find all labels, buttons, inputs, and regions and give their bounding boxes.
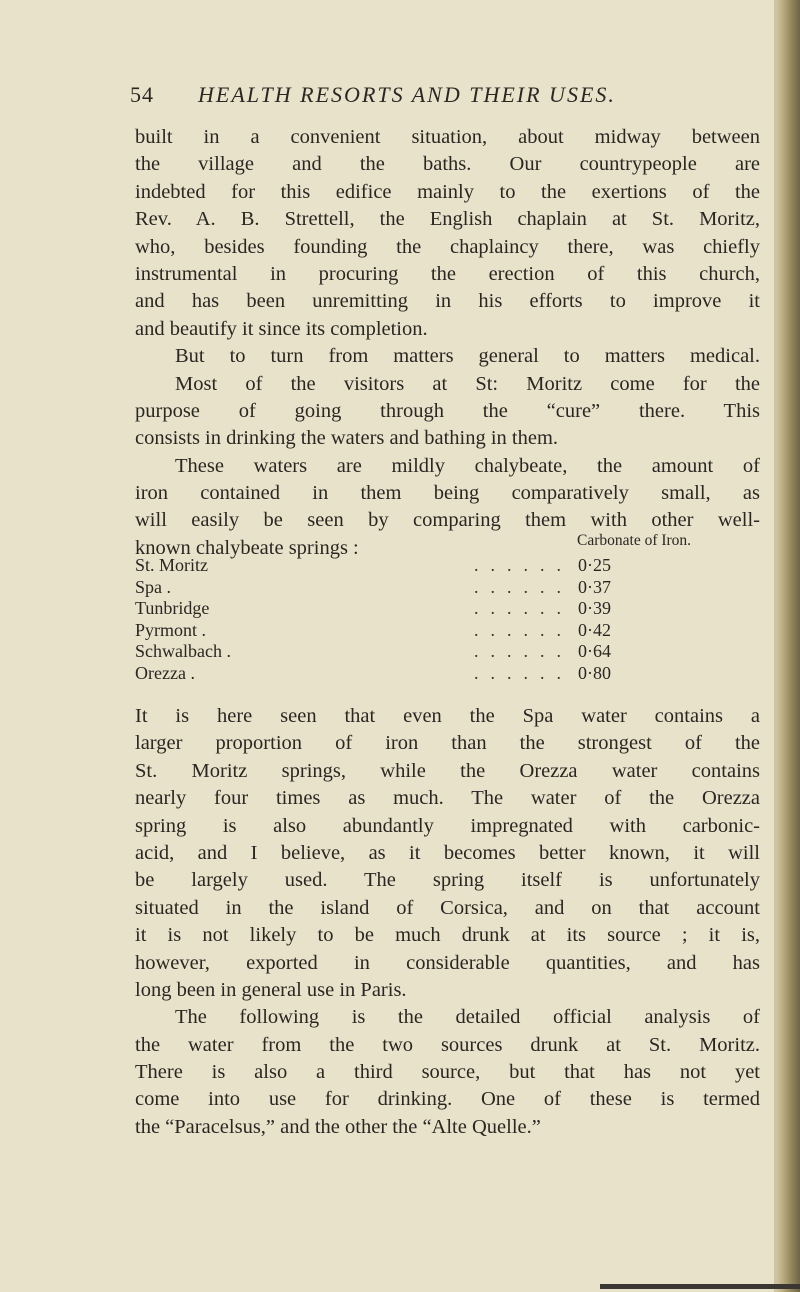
page-number: 54 — [130, 82, 154, 107]
iron-carbonate-value: 0·39 — [578, 598, 611, 618]
iron-carbonate-value: 0·25 — [578, 555, 611, 575]
table-caption: Carbonate of Iron. — [577, 532, 692, 549]
table-row — [135, 663, 715, 684]
running-title: HEALTH RESORTS AND THEIR USES. — [198, 82, 616, 107]
leader-dots: ...... — [474, 619, 573, 640]
text-line: It is here seen that even the Spa water contains a — [135, 705, 760, 727]
text-line: come into use for drinking. One of these is termed — [135, 1088, 760, 1111]
leader-dots: ...... — [474, 555, 573, 575]
spring-name: Schwalbach . — [135, 641, 231, 661]
table-row — [135, 555, 715, 576]
text-line: St. Moritz springs, while the Orezza water contains — [135, 759, 760, 782]
spring-name: Pyrmont . — [135, 619, 207, 640]
iron-carbonate-value: 0·37 — [578, 576, 611, 597]
text-line: however, exported in considerable quantities, and has — [135, 951, 760, 974]
leader-dots: ...... — [474, 598, 573, 618]
text-line: and beautify it since its completion. — [135, 317, 428, 340]
text-line: long been in general use in Paris. — [135, 978, 407, 1001]
iron-carbonate-value: 0·80 — [578, 662, 611, 683]
text-line: consists in drinking the waters and bathing in them. — [135, 427, 559, 450]
leader-dots: ...... — [474, 641, 573, 661]
spring-name: St. Moritz — [135, 555, 209, 575]
spring-name: Orezza . — [135, 662, 195, 683]
text-line: spring is also abundantly impregnated with carbonic- — [135, 814, 760, 837]
text-line: known chalybeate springs : — [135, 536, 359, 559]
iron-carbonate-value: 0·42 — [578, 619, 611, 640]
text-line: situated in the island of Corsica, and on that account — [135, 896, 760, 919]
text-line: purpose of going through the “cure” there. This — [135, 399, 760, 422]
text-line: But to turn from matters general to matters medical. — [175, 345, 760, 368]
bottom-rule — [600, 1284, 800, 1289]
text-line: indebted for this edifice mainly to the exertions of the — [135, 180, 760, 203]
table-row — [135, 620, 715, 641]
text-line: who, besides founding the chaplaincy there, was chiefly — [135, 235, 760, 258]
page-edge-shadow — [774, 0, 800, 1292]
text-line: the “Paracelsus,” and the other the “Alte Quelle.” — [135, 1115, 541, 1138]
table-row — [135, 598, 715, 619]
text-line: There is also a third source, but that has not yet — [135, 1061, 760, 1084]
iron-carbonate-value: 0·64 — [578, 641, 611, 661]
table-row — [135, 577, 715, 598]
text-line: larger proportion of iron than the strongest of the — [135, 732, 760, 755]
spring-name: Tunbridge — [135, 598, 210, 618]
text-line: iron contained in them being comparatively small, as — [135, 482, 760, 505]
text-line: The following is the detailed official analysis of — [175, 1006, 760, 1029]
paragraph-block-top — [135, 124, 760, 562]
text-line: Rev. A. B. Strettell, the English chaplain at St. Moritz, — [135, 208, 760, 231]
text-line: These waters are mildly chalybeate, the amount of — [175, 454, 760, 477]
text-line: acid, and I believe, as it becomes better known, it will — [135, 841, 760, 864]
text-line: be largely used. The spring itself is unfortunately — [135, 869, 760, 892]
text-line: and has been unremitting in his efforts to improve it — [135, 290, 760, 313]
text-line: the village and the baths. Our countrypeople are — [135, 153, 760, 176]
leader-dots: ...... — [474, 662, 573, 683]
text-line: it is not likely to be much drunk at its source ; it is, — [135, 924, 760, 947]
text-line: instrumental in procuring the erection of this church, — [135, 262, 760, 285]
table-row — [135, 641, 715, 662]
leader-dots: ...... — [474, 576, 573, 597]
text-line: built in a convenient situation, about midway between — [135, 126, 760, 148]
paragraph-block-bottom — [135, 703, 760, 1141]
spring-name: Spa . — [135, 576, 171, 597]
text-line: will easily be seen by comparing them with other well- — [135, 509, 760, 532]
page-header — [130, 82, 770, 118]
text-line: the water from the two sources drunk at St. Moritz. — [135, 1033, 760, 1056]
text-line: Most of the visitors at St: Moritz come for the — [175, 372, 760, 395]
text-line: nearly four times as much. The water of the Orezza — [135, 787, 760, 810]
